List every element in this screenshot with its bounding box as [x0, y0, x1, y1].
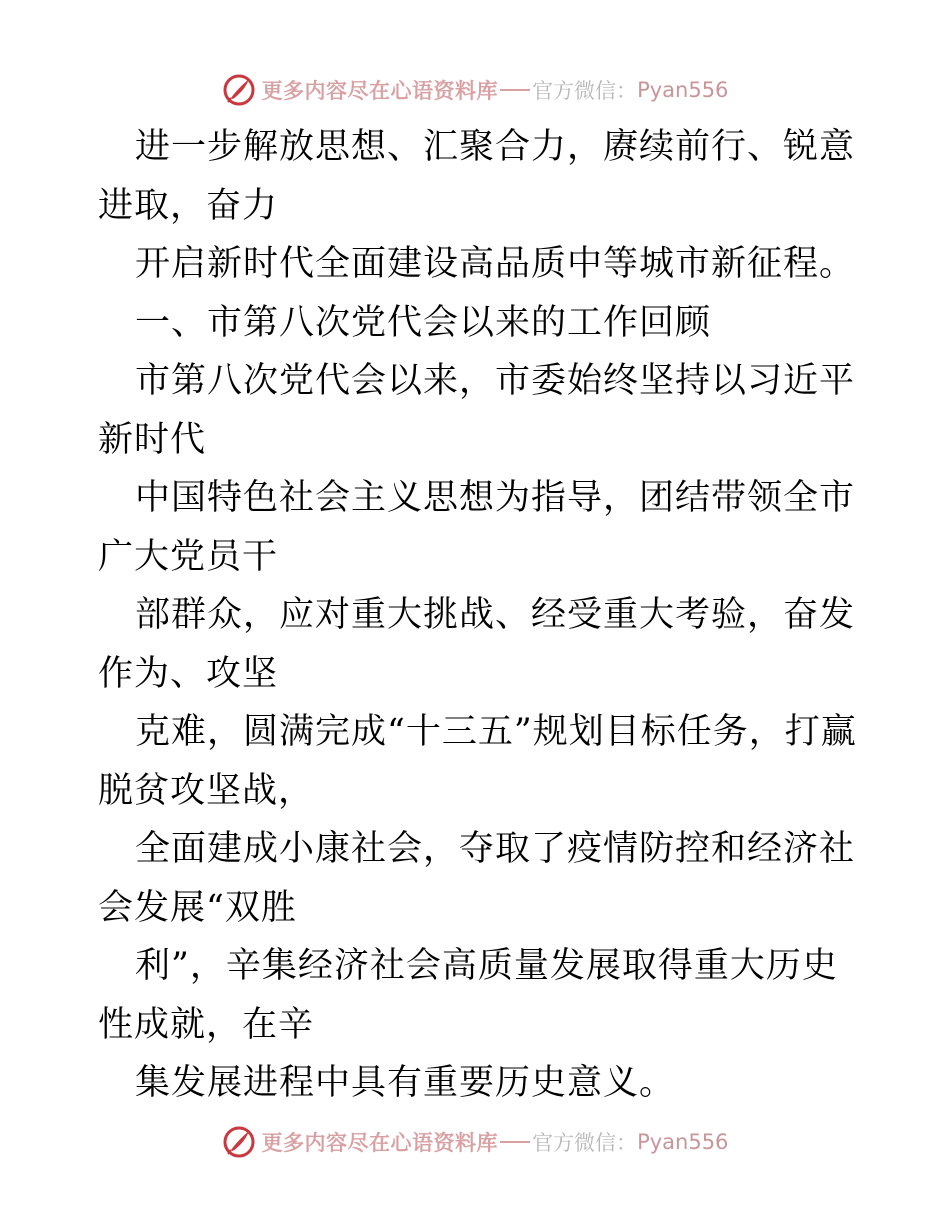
paragraph-8: 全面建成小康社会，夺取了疫情防控和经济社会发展“双胜 — [98, 829, 856, 928]
footer-banner — [0, 1122, 950, 1162]
paragraph-4: 市第八次党代会以来，市委始终坚持以习近平新时代 — [98, 361, 856, 460]
banner-suffix-text: 官方微信： — [532, 1131, 638, 1155]
banner-separator — [500, 89, 530, 91]
paragraph-1: 进一步解放思想、汇聚合力，赓续前行、锐意进取，奋力 — [98, 127, 856, 226]
banner-separator — [500, 1141, 530, 1143]
feather-pen-icon — [222, 73, 256, 107]
paragraph-9: 利”，辛集经济社会高质量发展取得重大历史性成就，在辛 — [98, 946, 838, 1045]
banner-wechat-id: Pyan556 — [637, 78, 729, 102]
document-body — [98, 118, 858, 1113]
paragraph-2: 开启新时代全面建设高品质中等城市新征程。 — [135, 244, 856, 284]
banner-main-text: 更多内容尽在心语资料库 — [261, 78, 499, 103]
paragraph-5: 中国特色社会主义思想为指导，团结带领全市广大党员干 — [98, 478, 856, 577]
banner-wechat-id: Pyan556 — [637, 1130, 729, 1154]
feather-pen-icon — [222, 1125, 256, 1159]
paragraph-6: 部群众，应对重大挑战、经受重大考验，奋发作为、攻坚 — [98, 595, 856, 694]
banner-suffix-text: 官方微信： — [532, 79, 638, 103]
section-heading: 一、市第八次党代会以来的工作回顾 — [135, 302, 712, 343]
banner-main-text: 更多内容尽在心语资料库 — [261, 1130, 499, 1155]
paragraph-10: 集发展进程中具有重要历史意义。 — [135, 1063, 676, 1103]
header-banner — [0, 70, 950, 110]
paragraph-7: 克难，圆满完成“十三五”规划目标任务，打赢脱贫攻坚战， — [98, 712, 857, 811]
